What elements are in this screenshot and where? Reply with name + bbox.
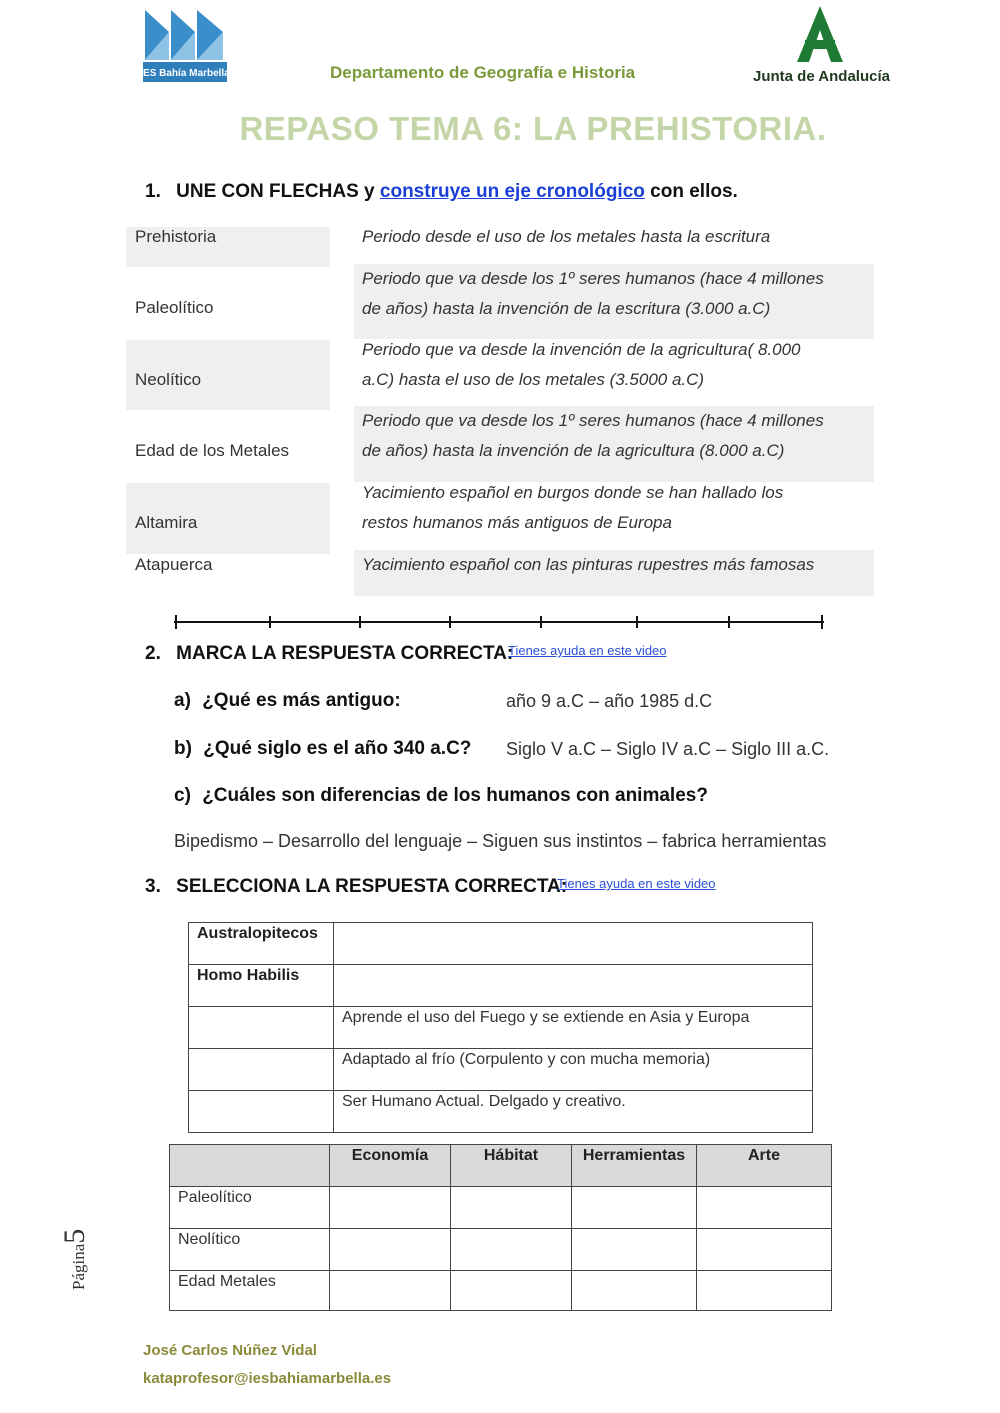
species-description: Adaptado al frío (Corpulento y con mucha memoria) [334,1049,813,1091]
definition-line: restos humanos más antiguos de Europa [362,513,672,532]
definition-cell [354,222,874,268]
table-row [189,1091,813,1133]
definition-cell [354,406,874,482]
junta-andalucia-logo [785,4,855,66]
svg-text:IES Bahía Marbella: IES Bahía Marbella [143,68,227,79]
definition-cell [354,550,874,596]
question-c-text: ¿Cuáles son diferencias de los humanos con animales? [202,785,708,806]
question-b-label: b) [174,738,192,759]
species-description[interactable] [334,965,813,1007]
footer-author: José Carlos Núñez Vidal [143,1342,317,1359]
section3-help-link[interactable]: Tienes ayuda en este video [557,876,716,891]
table-header-row [170,1145,832,1187]
table-row [170,1271,832,1311]
term-altamira: Altamira [135,513,198,532]
timeline-link[interactable]: construye un eje cronológico [379,181,645,202]
section1-number: 1. [145,181,161,202]
question-c [174,785,708,807]
term-prehistoria: Prehistoria [135,227,217,246]
species-name: Homo Habilis [189,965,334,1007]
species-name[interactable] [189,1091,334,1133]
table-row [189,1007,813,1049]
question-a-label: a) [174,690,191,711]
table-row [189,923,813,965]
species-table [188,922,813,1133]
definition-line: Yacimiento español con las pinturas rupestres más famosas [362,555,815,574]
definition-line: Yacimiento español en burgos donde se han hallado los [362,483,784,502]
section2-number: 2. [145,643,161,664]
definition-line: Periodo que va desde los 1º seres humanos (hace 4 millones [362,411,824,430]
section1-heading-end: con ellos. [650,181,738,202]
question-b [174,738,471,760]
species-description: Ser Humano Actual. Delgado y creativo. [334,1091,813,1133]
section3-number: 3. [145,876,161,897]
answer-cell[interactable] [697,1187,832,1229]
answer-cell[interactable] [697,1271,832,1311]
term-cell [126,227,330,267]
definition-cell [354,264,874,339]
department-name: Departamento de Geografía e Historia [330,63,636,82]
period-label: Paleolítico [170,1187,330,1229]
definition-line: Periodo que va desde los 1º seres humanos (hace 4 millones [362,269,824,288]
question-b-text: ¿Qué siglo es el año 340 a.C? [203,738,472,759]
species-name: Australopitecos [189,923,334,965]
term-cell [126,268,330,339]
header-economia: Economía [330,1145,451,1187]
definition-line: de años) hasta la invención de la agricultura (8.000 a.C) [362,441,785,460]
term-atapuerca: Atapuerca [135,555,213,574]
answer-cell[interactable] [572,1229,697,1271]
table-row [170,1187,832,1229]
answer-cell[interactable] [451,1229,572,1271]
period-label: Neolítico [170,1229,330,1271]
header-arte: Arte [697,1145,832,1187]
definition-line: Periodo que va desde la invención de la agricultura( 8.000 [362,340,801,359]
question-a-options[interactable]: año 9 a.C – año 1985 d.C [506,691,713,711]
definition-cell [354,478,874,554]
answer-cell[interactable] [572,1187,697,1229]
junta-andalucia-label: Junta de Andalucía [753,68,890,85]
question-b-options[interactable]: Siglo V a.C – Siglo IV a.C – Siglo III a.C. [506,739,830,759]
footer-email[interactable]: kataprofesor@iesbahiamarbella.es [143,1370,392,1387]
periods-table [169,1144,832,1311]
answer-cell[interactable] [330,1229,451,1271]
answer-cell[interactable] [572,1271,697,1311]
definition-line: a.C) hasta el uso de los metales (3.5000 a.C) [362,370,705,389]
question-a [174,690,401,712]
timeline-axis[interactable] [172,612,832,637]
answer-cell[interactable] [451,1271,572,1311]
answer-cell[interactable] [330,1187,451,1229]
species-description[interactable] [334,923,813,965]
term-paleolitico: Paleolítico [135,298,214,317]
section3-heading [145,876,567,898]
table-row [189,1049,813,1091]
question-c-label: c) [174,785,191,806]
section1-heading-start: UNE CON FLECHAS y [176,181,375,202]
page-number [58,1229,92,1290]
definition-line: Periodo desde el uso de los metales hasta la escritura [362,227,771,246]
section2-heading [145,643,513,665]
period-label: Edad Metales [170,1271,330,1311]
page-number-value: 5 [58,1228,91,1244]
answer-cell[interactable] [451,1187,572,1229]
species-name[interactable] [189,1007,334,1049]
definition-cell [354,335,874,410]
species-description: Aprende el uso del Fuego y se extiende en Asia y Europa [334,1007,813,1049]
term-cell [126,411,330,482]
answer-cell[interactable] [330,1271,451,1311]
page-label: Página [69,1243,88,1290]
table-row [189,965,813,1007]
section2-help-link[interactable]: Tienes ayuda en este video [508,643,667,658]
answer-cell[interactable] [697,1229,832,1271]
question-c-options[interactable]: Bipedismo – Desarrollo del lenguaje – Siguen sus instintos – fabrica herramientas [174,831,827,851]
periods-header-empty [170,1145,330,1187]
table-row [170,1229,832,1271]
term-neolitico: Neolítico [135,370,202,389]
section2-heading-text: MARCA LA RESPUESTA CORRECTA: [176,643,514,664]
species-name[interactable] [189,1049,334,1091]
ies-bahia-marbella-logo [143,2,227,82]
header-habitat: Hábitat [451,1145,572,1187]
term-cell [126,483,330,554]
definition-line: de años) hasta la invención de la escritura (3.000 a.C) [362,299,771,318]
question-a-text: ¿Qué es más antiguo: [202,690,401,711]
section3-heading-text: SELECCIONA LA RESPUESTA CORRECTA: [176,876,568,897]
term-cell [126,555,330,595]
section1-heading [145,181,738,203]
term-cell [126,340,330,410]
page-title: REPASO TEMA 6: LA PREHISTORIA. [239,110,827,147]
header-herramientas: Herramientas [572,1145,697,1187]
term-edad-metales: Edad de los Metales [135,441,290,460]
